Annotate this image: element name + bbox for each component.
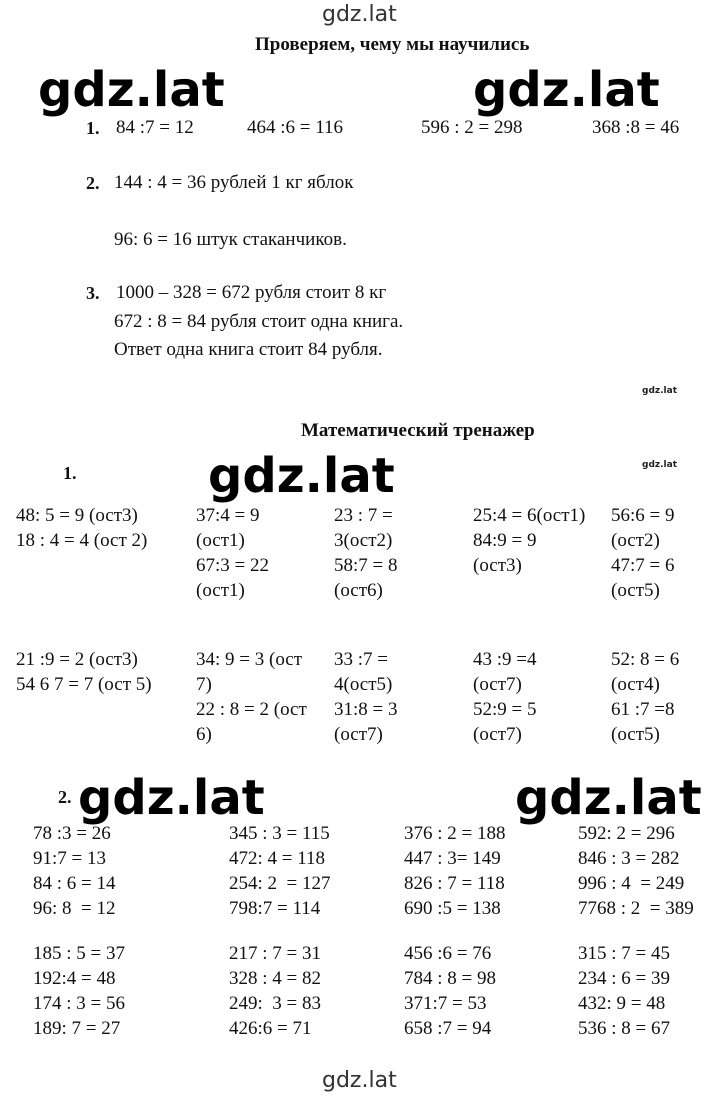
equation: 996 : 4 = 249 (578, 873, 685, 894)
watermark-small: gdz.lat (642, 386, 678, 396)
division-cell: 25:4 = 6(ост1) 84:9 = 9 (ост3) (473, 505, 586, 576)
equation: 456 :6 = 76 (404, 943, 492, 964)
solution-line: 96: 6 = 16 штук стаканчиков. (114, 229, 347, 250)
equation: 217 : 7 = 31 (229, 943, 321, 964)
equation: 426:6 = 71 (229, 1018, 312, 1039)
section-title-check: Проверяем, чему мы научились (255, 34, 530, 55)
equation: 592: 2 = 296 (578, 823, 675, 844)
equation: 536 : 8 = 67 (578, 1018, 670, 1039)
task-number: 1. (86, 118, 100, 138)
division-cell: 34: 9 = 3 (ост 7) 22 : 8 = 2 (ост 6) (196, 649, 307, 745)
division-cell: 21 :9 = 2 (ост3) 54 6 7 = 7 (ост 5) (16, 649, 152, 695)
equation: 189: 7 = 27 (33, 1018, 121, 1039)
equation: 315 : 7 = 45 (578, 943, 670, 964)
equation: 96: 8 = 12 (33, 898, 116, 919)
equation: 84 : 6 = 14 (33, 873, 116, 894)
equation: 78 :3 = 26 (33, 823, 111, 844)
equation: 328 : 4 = 82 (229, 968, 321, 989)
equation: 84 :7 = 12 (116, 117, 194, 138)
watermark-small: gdz.lat (642, 460, 678, 470)
equation: 376 : 2 = 188 (404, 823, 506, 844)
equation: 784 : 8 = 98 (404, 968, 496, 989)
equation: 345 : 3 = 115 (229, 823, 330, 844)
answer-line: Ответ одна книга стоит 84 рубля. (114, 339, 383, 360)
equation: 432: 9 = 48 (578, 993, 666, 1014)
equation: 846 : 3 = 282 (578, 848, 680, 869)
watermark-top: gdz.lat (322, 2, 397, 27)
task-number: 1. (63, 463, 77, 483)
division-cell: 37:4 = 9 (ост1) 67:3 = 22 (ост1) (196, 505, 269, 601)
solution-line: 672 : 8 = 84 рубля стоит одна книга. (114, 311, 404, 332)
solution-line: 144 : 4 = 36 рублей 1 кг яблок (114, 172, 354, 193)
solution-line: 1000 – 328 = 672 рубля стоит 8 кг (116, 282, 387, 303)
equation: 798:7 = 114 (229, 898, 321, 919)
division-cell: 43 :9 =4 (ост7) 52:9 = 5 (ост7) (473, 649, 537, 745)
equation: 826 : 7 = 118 (404, 873, 505, 894)
equation: 368 :8 = 46 (592, 117, 680, 138)
equation: 447 : 3= 149 (404, 848, 501, 869)
division-cell: 52: 8 = 6 (ост4) 61 :7 =8 (ост5) (611, 649, 680, 745)
watermark-big: gdz.lat (38, 62, 225, 118)
division-cell: 56:6 = 9 (ост2) 47:7 = 6 (ост5) (611, 505, 675, 601)
watermark-big: gdz.lat (473, 62, 660, 118)
division-cell: 33 :7 = 4(ост5) 31:8 = 3 (ост7) (334, 649, 398, 745)
watermark-big: gdz.lat (515, 770, 702, 826)
division-cell: 23 : 7 = 3(ост2) 58:7 = 8 (ост6) (334, 505, 398, 601)
task-number: 2. (58, 787, 72, 807)
section-title-trainer: Математический тренажер (301, 420, 535, 441)
equation: 371:7 = 53 (404, 993, 487, 1014)
equation: 174 : 3 = 56 (33, 993, 125, 1014)
division-cell: 48: 5 = 9 (ост3) 18 : 4 = 4 (ост 2) (16, 505, 148, 551)
equation: 192:4 = 48 (33, 968, 116, 989)
task-number: 3. (86, 283, 100, 303)
watermark-bottom: gdz.lat (322, 1068, 397, 1093)
equation: 464 :6 = 116 (247, 117, 344, 138)
watermark-big: gdz.lat (78, 770, 265, 826)
equation: 91:7 = 13 (33, 848, 106, 869)
equation: 7768 : 2 = 389 (578, 898, 694, 919)
equation: 185 : 5 = 37 (33, 943, 125, 964)
task-number: 2. (86, 173, 100, 193)
equation: 658 :7 = 94 (404, 1018, 492, 1039)
equation: 596 : 2 = 298 (421, 117, 523, 138)
equation: 234 : 6 = 39 (578, 968, 670, 989)
equation: 249: 3 = 83 (229, 993, 321, 1014)
equation: 254: 2 = 127 (229, 873, 331, 894)
watermark-big: gdz.lat (208, 448, 395, 504)
equation: 690 :5 = 138 (404, 898, 501, 919)
equation: 472: 4 = 118 (229, 848, 326, 869)
